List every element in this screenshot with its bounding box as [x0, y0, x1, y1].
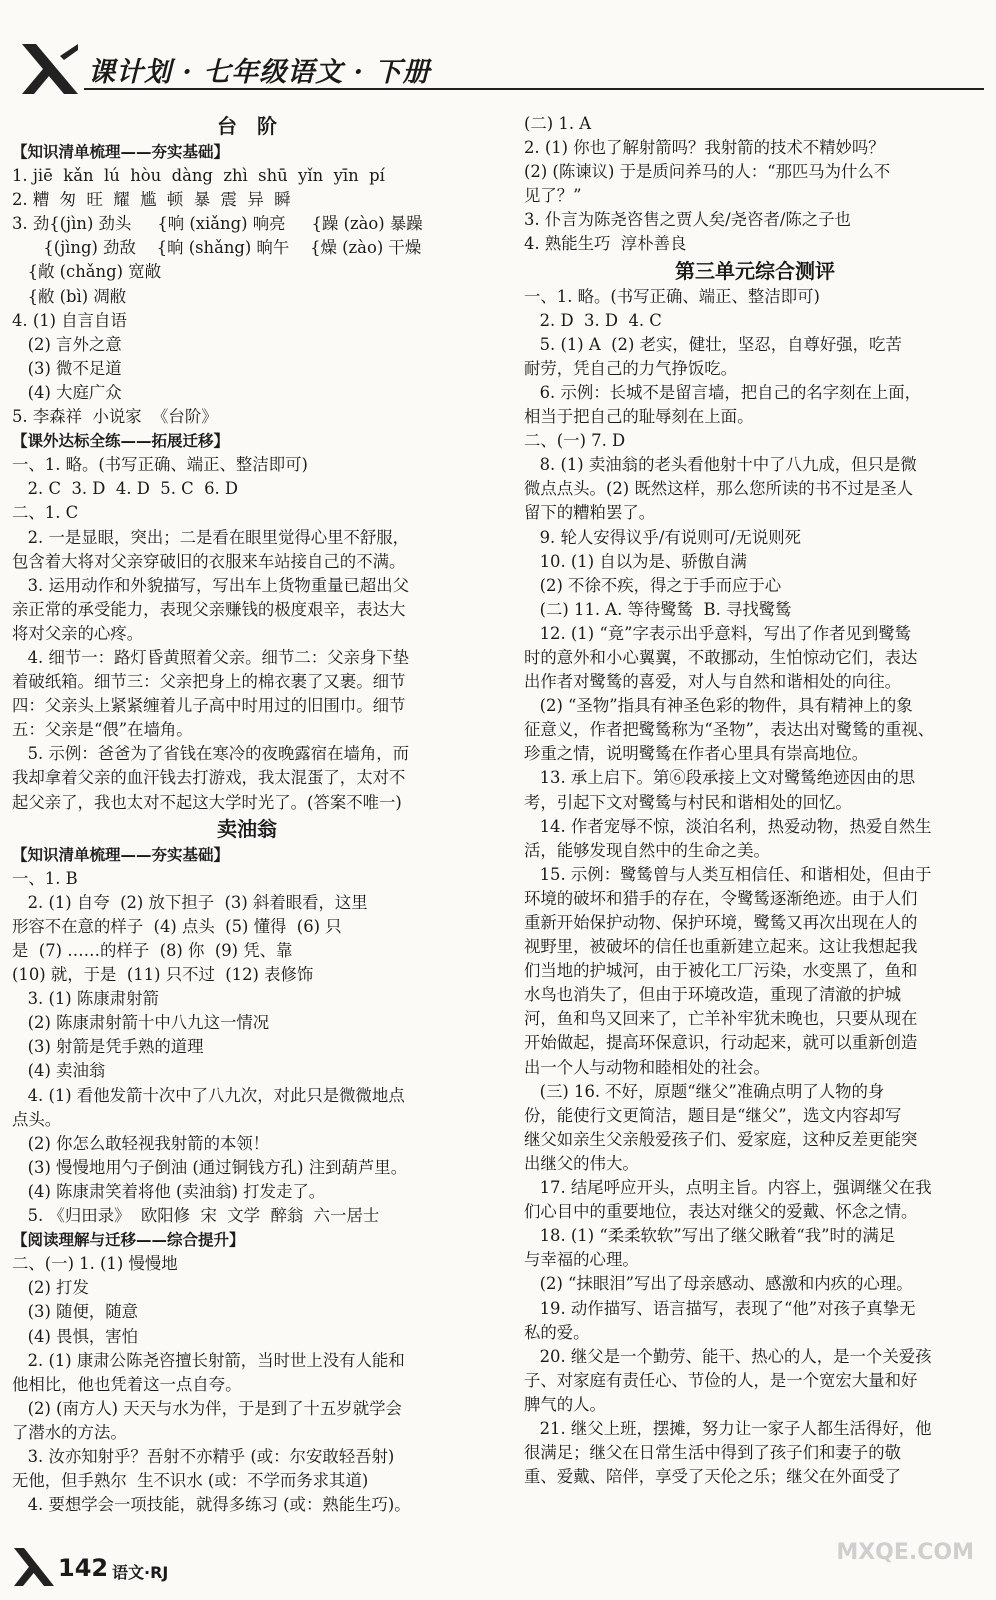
section-title: 第三单元综合测评	[675, 258, 835, 283]
answer-line: 相当于把自己的耻辱刻在上面。	[524, 407, 754, 427]
answer-line: 4. (1) 自言自语	[12, 310, 127, 330]
answer-line: 考，引起下文对鹭鸶与村民和谐相处的回忆。	[524, 792, 852, 812]
answer-line: 见了？”	[524, 186, 582, 206]
answer-line: (10) 就，于是 (11) 只不过 (12) 表修饰	[12, 965, 314, 985]
answer-line: 6. 示例：长城不是留言墙，把自己的名字刻在上面，	[524, 382, 922, 402]
answer-line: 1. jiē kǎn lú hòu dàng zhì shū yǐn yīn pí	[12, 166, 385, 186]
answer-line: 4. 细节一：路灯昏黄照着父亲。细节二：父亲身下垫	[12, 647, 410, 667]
answer-line: 19. 动作描写、语言描写，表现了“他”对孩子真挚无	[524, 1298, 916, 1318]
page-number: 142	[58, 1554, 109, 1582]
answer-line: 3. 运用动作和外貌描写，写出车上货物重量已超出父	[12, 575, 410, 595]
answer-line: {敞 (chǎng) 宽敞	[12, 262, 161, 282]
answer-line: (4) 畏惧，害怕	[12, 1326, 139, 1346]
answer-line: 起父亲了，我也太对不起这大学时光了。(答案不唯一)	[12, 792, 402, 812]
answer-line: 开始做起，提高环保意识，行动起来，就可以重新创造	[524, 1033, 918, 1053]
answer-line: 亲正常的承受能力，表现父亲赚钱的极度艰辛，表达大	[12, 599, 406, 619]
watermark: MXQE.COM	[836, 1540, 974, 1565]
answer-line: 5. 李森祥 小说家 《台阶》	[12, 407, 218, 427]
answer-line: 3. 仆言为陈尧咨售之贾人矣/尧咨者/陈之子也	[524, 210, 851, 230]
answer-line: 重新开始保护动物、保护环境，鹭鸶又再次出现在人的	[524, 913, 918, 932]
answer-line: 15. 示例：鹭鸶曾与人类互相信任、和谐相处，但由于	[524, 864, 932, 884]
answer-line: 时的意外和小心翼翼，不敢挪动，生怕惊动它们，表达	[524, 647, 918, 667]
answer-line: 14. 作者宠辱不惊，淡泊名利，热爱动物，热爱自然生	[524, 816, 932, 836]
answer-line: (三) 16. 不好，原题“继父”准确点明了人物的身	[524, 1081, 885, 1101]
answer-line: 2. (1) 康肃公陈尧咨擅长射箭，当时世上没有人能和	[12, 1350, 405, 1370]
answer-line: 视野里，被破坏的信任也重新建立起来。这让我想起我	[524, 937, 918, 957]
right-column	[524, 112, 986, 1489]
answer-line: 9. 轮人安得议乎/有说则可/无说则死	[524, 527, 801, 547]
answer-line: 留下的糟粕罢了。	[524, 503, 656, 523]
section-heading: 【知识清单梳理——夯实基础】	[12, 845, 230, 864]
answer-line: (2) 言外之意	[12, 334, 122, 354]
brand-x-logo-icon	[20, 44, 80, 94]
answer-line: 4. 要想学会一项技能，就得多练习 (或：熟能生巧)。	[12, 1495, 411, 1515]
answer-line: (2) “圣物”指具有神圣色彩的物件，具有精神上的象	[524, 696, 913, 716]
answer-line: 着破纸箱。细节三：父亲把身上的棉衣裹了又裹。细节	[12, 672, 406, 692]
answer-line: 3. 劲{(jìn) 劲头 {响 (xiǎng) 响亮 {躁 (zào) 暴躁	[12, 214, 423, 234]
section-title: 台 阶	[217, 114, 277, 138]
answer-line: 2. D 3. D 4. C	[524, 310, 662, 330]
page-header	[14, 44, 994, 96]
answer-line: 2. (1) 你也了解射箭吗？我射箭的技术不精妙吗？	[524, 138, 885, 158]
answer-line: 二、1. C	[12, 503, 79, 523]
section-heading: 【课外达标全练——拓展迁移】	[12, 432, 230, 451]
footer-x-logo-icon	[14, 1548, 54, 1586]
answer-line: 13. 承上启下。第⑥段承接上文对鹭鸶绝迹因由的思	[524, 768, 916, 788]
answer-line: 二、(一) 1. (1) 慢慢地	[12, 1254, 178, 1274]
answer-line: 很满足；继父在日常生活中得到了孩子们和妻子的敬	[524, 1443, 901, 1463]
answer-line: (2) (陈谏议) 于是质问养马的人：“那匹马为什么不	[524, 162, 891, 182]
answer-line: 2. 一是显眼，突出；二是看在眼里觉得心里不舒服，	[12, 527, 410, 547]
answer-line: 一、1. 略。(书写正确、端正、整洁即可)	[12, 455, 308, 475]
answer-line: (3) 随便，随意	[12, 1302, 139, 1322]
answer-line: (2) 不徐不疾，得之于手而应于心	[524, 575, 782, 595]
answer-line: 我却拿着父亲的血汗钱去打游戏，我太混蛋了，太对不	[12, 768, 406, 788]
answer-line: 脾气的人。	[524, 1394, 606, 1414]
answer-line: 与幸福的心理。	[524, 1250, 639, 1270]
section-heading: 【阅读理解与迁移——综合提升】	[12, 1231, 245, 1250]
answer-line: 出作者对鹭鸶的喜爱，对人与自然和谐相处的向往。	[524, 672, 901, 692]
answer-line: 是 (7) ……的样子 (8) 你 (9) 凭、靠	[12, 941, 293, 960]
answer-line: 出一个人与动物和睦相处的社会。	[524, 1057, 770, 1077]
answer-line: 5. 《归田录》 欧阳修 宋 文学 醉翁 六一居士	[12, 1206, 380, 1226]
answer-line: 水鸟也消失了，但由于环境改造，重现了清澈的护城	[524, 985, 901, 1005]
section-title: 卖油翁	[217, 816, 277, 841]
answer-line: 五：父亲是“偎”在墙角。	[12, 720, 193, 740]
answer-line: (2) (南方人) 天天与水为伴，于是到了十五岁就学会	[12, 1398, 402, 1418]
header-rule	[84, 88, 984, 90]
answer-line: 他相比，他也凭着这一点自夸。	[12, 1374, 242, 1394]
answer-line: (4) 陈康肃笑着将他 (卖油翁) 打发走了。	[12, 1181, 326, 1201]
answer-line: 一、1. B	[12, 868, 78, 888]
answer-line: (二) 11. A. 等待鹭鸶 B. 寻找鹭鸶	[524, 599, 792, 619]
answer-line: {(jìng) 劲敌 {晌 (shǎng) 晌午 {燥 (zào) 干燥	[12, 238, 422, 258]
page-footer	[14, 1548, 314, 1588]
left-column	[12, 112, 482, 1517]
answer-line: 河，鱼和鸟又回来了，亡羊补牢犹未晚也，只要从现在	[524, 1009, 918, 1029]
answer-line: 珍重之情，说明鹭鸶在作者心里具有崇高地位。	[524, 744, 869, 764]
answer-line: (3) 射箭是凭手熟的道理	[12, 1037, 204, 1057]
answer-line: 5. 示例：爸爸为了省钱在寒冷的夜晚露宿在墙角，而	[12, 744, 410, 764]
answer-line: 活，能够发现自然中的生命之美。	[524, 840, 770, 860]
answer-line: (2) 打发	[12, 1278, 89, 1298]
subject-label: 语文·RJ	[112, 1563, 169, 1582]
answer-line: 8. (1) 卖油翁的老头看他射十中了八九成，但只是微	[524, 455, 917, 475]
answer-line: 们当地的护城河，由于被化工厂污染，水变黑了，鱼和	[524, 961, 918, 981]
answer-line: (4) 卖油翁	[12, 1061, 106, 1081]
answer-line: (2) 陈康肃射箭十中八九这一情况	[12, 1013, 270, 1033]
answer-line: 耐劳，凭自己的力气挣饭吃。	[524, 358, 738, 378]
answer-line: 四：父亲头上紧紧缠着儿子高中时用过的旧围巾。细节	[12, 696, 406, 716]
answer-line: 3. 汝亦知射乎？吾射不亦精乎 (或：尔安敢轻吾射)	[12, 1446, 395, 1466]
answer-line: 4. 熟能生巧 淳朴善良	[524, 234, 687, 254]
answer-line: 20. 继父是一个勤劳、能干、热心的人，是一个关爱孩	[524, 1346, 932, 1366]
answer-line: 3. (1) 陈康肃射箭	[12, 989, 159, 1009]
answer-line: 将对父亲的心疼。	[12, 623, 144, 643]
answer-line: 18. (1) “柔柔软软”写出了继父瞅着“我”时的满足	[524, 1226, 896, 1246]
answer-line: (3) 慢慢地用勺子倒油 (通过铜钱方孔) 注到葫芦里。	[12, 1157, 408, 1177]
answer-line: 10. (1) 自以为是、骄傲自满	[524, 551, 747, 571]
answer-line: 子、对家庭有责任心、节俭的人，是一个宽宏大量和好	[524, 1370, 918, 1390]
answer-line: 微点点头。(2) 既然这样，那么您所读的书不过是圣人	[524, 479, 914, 499]
answer-line: (4) 大庭广众	[12, 382, 122, 402]
answer-line: 2. 糟 匆 旺 耀 尴 顿 暴 震 异 瞬	[12, 190, 291, 210]
answer-line: 2. (1) 自夸 (2) 放下担子 (3) 斜着眼看，这里	[12, 892, 368, 912]
answer-line: 无他，但手熟尔 生不识水 (或：不学而务求其道)	[12, 1471, 369, 1491]
answer-line: 5. (1) A (2) 老实，健壮，坚忍，自尊好强，吃苦	[524, 334, 902, 354]
answer-line: 12. (1) “竟”字表示出乎意料，写出了作者见到鹭鸶	[524, 623, 912, 643]
answer-line: 环境的破坏和猎手的存在，令鹭鸶逐渐绝迹。由于人们	[524, 888, 918, 908]
answer-line: 继父如亲生父亲般爱孩子们、爱家庭，这种反差更能突	[524, 1129, 918, 1149]
answer-line: 17. 结尾呼应开头，点明主旨。内容上，强调继父在我	[524, 1178, 932, 1198]
answer-line: {敝 (bì) 凋敝	[12, 286, 127, 306]
answer-line: 重、爱戴、陪伴，享受了天伦之乐；继父在外面受了	[524, 1467, 901, 1487]
answer-line: 21. 继父上班，摆摊，努力让一家子人都生活得好，他	[524, 1418, 932, 1438]
answer-line: 们心目中的重要地位，表达对继父的爱戴、怀念之情。	[524, 1202, 918, 1222]
answer-line: 份，能使行文更简洁，题目是“继父”，选文内容却写	[524, 1105, 902, 1125]
answer-line: 私的爱。	[524, 1322, 590, 1342]
answer-line: (2) 你怎么敢轻视我射箭的本领！	[12, 1133, 270, 1153]
section-heading: 【知识清单梳理——夯实基础】	[12, 143, 230, 161]
answer-line: (二) 1. A	[524, 114, 592, 133]
answer-line: 了潜水的方法。	[12, 1422, 127, 1442]
answer-line: 一、1. 略。(书写正确、端正、整洁即可)	[524, 286, 820, 306]
answer-line: 点头。	[12, 1109, 62, 1129]
answer-line: 2. C 3. D 4. D 5. C 6. D	[12, 479, 239, 499]
answer-line: 出继父的伟大。	[524, 1153, 639, 1173]
header-title: 课计划 · 七年级语文 · 下册	[88, 57, 431, 88]
answer-line: (2) “抹眼泪”写出了母亲感动、感激和内疚的心理。	[524, 1274, 913, 1294]
answer-line: (3) 微不足道	[12, 358, 122, 378]
answer-line: 征意义，作者把鹭鸶称为“圣物”，表达出对鹭鸶的重视、	[524, 720, 935, 740]
answer-line: 包含着大将对父亲穿破旧的衣服来车站接自己的不满。	[12, 551, 406, 571]
answer-line: 二、(一) 7. D	[524, 431, 626, 451]
answer-line: 形容不在意的样子 (4) 点头 (5) 懂得 (6) 只	[12, 916, 342, 936]
answer-line: 4. (1) 看他发箭十次中了八九次，对此只是微微地点	[12, 1085, 405, 1105]
